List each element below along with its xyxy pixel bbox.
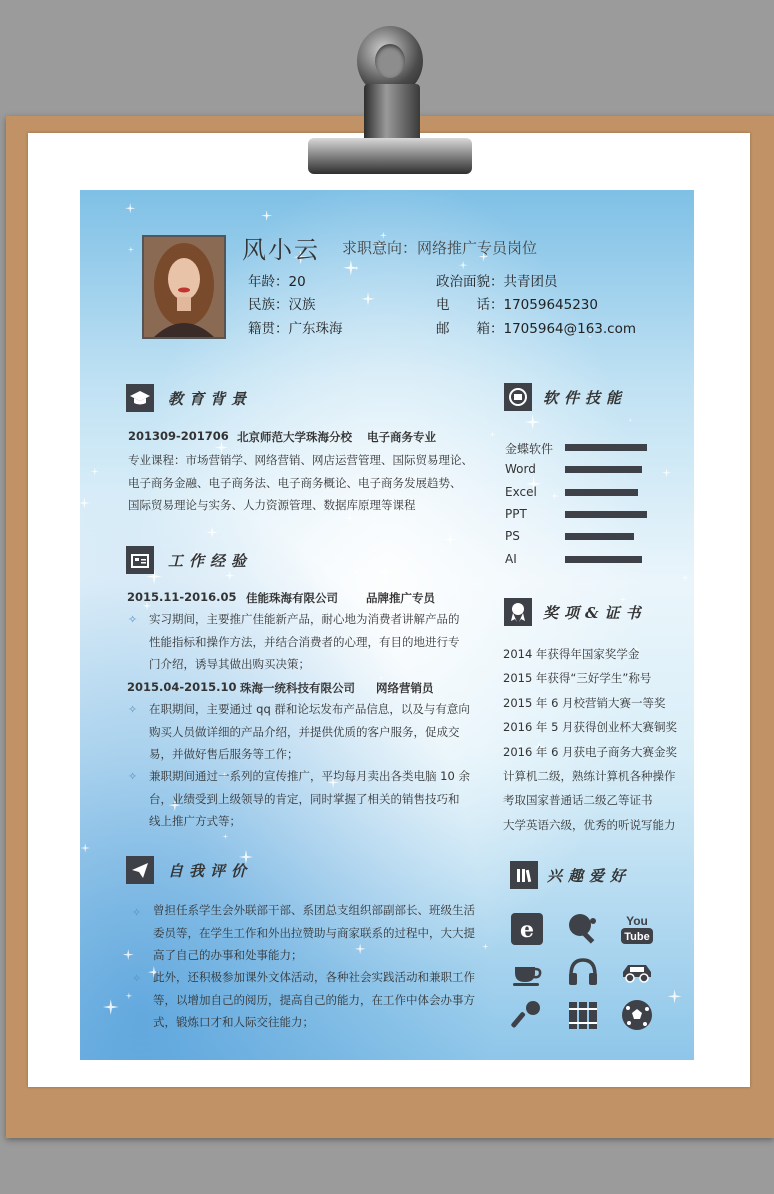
award-item: 2016 年 6 月获电子商务大赛金奖 [503, 744, 678, 759]
job1-period: 2015.11-2016.05 [127, 590, 237, 604]
skill-label: 金蝶软件 [505, 442, 554, 456]
clip-body [364, 84, 420, 146]
desc-line: 在职期间，主要通过 qq 群和论坛发布产品信息，以及与有意向 [149, 702, 470, 716]
skill-bar [565, 511, 647, 518]
clip-ring-hole [375, 44, 405, 78]
sparkle [667, 989, 681, 1003]
youtube-text-2: Tube [624, 931, 650, 943]
candidate-name: 风小云 [242, 236, 320, 264]
sparkle [125, 992, 132, 999]
sparkle [377, 565, 391, 579]
medal-icon [504, 598, 532, 626]
age: 年龄：20 [248, 274, 306, 290]
soccer-icon [620, 998, 654, 1032]
pingpong-icon [566, 912, 600, 946]
microphone-icon [510, 998, 544, 1032]
nation: 民族：汉族 [248, 297, 316, 313]
desc-line: 高了自己的办事和处事能力； [153, 948, 303, 962]
skill-label: AI [505, 551, 517, 566]
paper-plane-icon [126, 856, 154, 884]
skill-bar [565, 466, 642, 473]
skill-label: PS [505, 529, 520, 544]
skill-label: Word [505, 462, 536, 477]
skill-bar [565, 489, 638, 496]
edu-school: 北京师范大学珠海分校 [237, 430, 352, 444]
sparkle [459, 261, 468, 270]
skill-label: Excel [505, 484, 537, 499]
sparkle [206, 526, 218, 538]
sparkle [125, 203, 135, 213]
sparkle [550, 492, 558, 500]
ie-icon [510, 912, 544, 946]
job1-desc [149, 608, 460, 676]
sparkle [223, 834, 229, 840]
books-section-icon [510, 861, 538, 889]
coffee-icon [510, 955, 544, 989]
job2-desc-1 [149, 698, 470, 766]
graduation-cap-icon [126, 384, 154, 412]
course-line: 专业课程：市场营销学、网络营销、网店运营管理、国际贸易理论、 [128, 453, 473, 467]
course-line: 国际贸易理论与实务、人力资源管理、数据库原理等课程 [128, 498, 416, 512]
skill-label: PPT [505, 506, 527, 521]
bullet-icon: ✧ [128, 613, 138, 626]
briefcase-icon [126, 546, 154, 574]
self-title: 自我评价 [168, 862, 253, 880]
desc-line: 兼职期间通过一系列的宣传推广，平均每月卖出各类电脑 10 余 [149, 769, 470, 783]
skill-bar [565, 533, 634, 540]
sparkle [261, 210, 272, 221]
sparkle [353, 569, 360, 576]
award-item: 2015 年获得“三好学生”称号 [503, 671, 652, 686]
job1-role: 品牌推广专员 [366, 591, 435, 605]
sparkle [628, 418, 632, 422]
job2-company: 珠海一统科技有限公司 [240, 681, 355, 695]
svg-text:e: e [520, 917, 534, 943]
youtube-text-1: You [626, 914, 648, 928]
education-title: 教育背景 [168, 390, 253, 408]
desc-line: 购买人员做详细的产品介绍，并提供优质的客户服务，促成交 [149, 724, 460, 739]
sparkle [662, 468, 671, 477]
software-icon [504, 383, 532, 411]
award-item: 2016 年 5 月获得创业杯大赛铜奖 [503, 720, 678, 735]
hobbies-title: 兴趣爱好 [547, 867, 632, 885]
sparkle [682, 574, 689, 581]
bullet-icon: ✧ [132, 972, 142, 985]
bullet-icon: ✧ [132, 906, 142, 919]
desc-line: 式，锻炼口才和人际交往能力； [153, 1015, 314, 1029]
sparkle [80, 497, 90, 508]
email: 邮 箱：1705964@163.com [436, 321, 637, 337]
work-title: 工作经验 [168, 552, 253, 570]
desc-line: 实习期间，主要推广佳能新产品，耐心地为消费者讲解产品的 [149, 612, 460, 626]
desc-line: 曾担任系学生会外联部干部、系团总支组织部副部长、班级生活 [153, 903, 475, 917]
skill-bar [565, 556, 642, 563]
edu-period: 201309-201706 [128, 429, 229, 443]
award-item: 计算机二级，熟练计算机各种操作 [503, 769, 676, 783]
skills-title: 软件技能 [543, 389, 628, 407]
sparkle [123, 949, 134, 960]
sparkle [128, 246, 134, 252]
award-item: 考取国家普通话二级乙等证书 [503, 793, 653, 808]
job2-desc-2 [149, 765, 470, 833]
youtube-icon [620, 912, 654, 946]
sparkle [525, 414, 540, 429]
headphones-icon [566, 955, 600, 989]
books-icon [566, 998, 600, 1032]
native-place: 籍贯：广东珠海 [248, 321, 343, 337]
job1-company: 佳能珠海有限公司 [246, 591, 338, 605]
job2-role: 网络营销员 [376, 681, 434, 695]
desc-line: 线上推广方式等； [149, 814, 241, 828]
desc-line: 台，业绩受到上级领导的肯定，同时掌握了相关的销售技巧和 [149, 791, 460, 806]
politics: 政治面貌：共青团员 [436, 274, 558, 290]
resume [80, 190, 694, 1060]
sparkle [343, 260, 359, 276]
edu-major: 电子商务专业 [367, 430, 436, 444]
awards-title: 奖项&证书 [543, 604, 647, 622]
desc-line: 委员等，在学生工作和外出拉赞助与商家联系的过程中，大大提 [153, 925, 475, 940]
sparkle [225, 571, 235, 581]
phone: 电 话：17059645230 [436, 297, 598, 313]
award-item: 大学英语六级，优秀的听说写能力 [503, 817, 676, 832]
bullet-icon: ✧ [128, 703, 138, 716]
clip-base [308, 138, 472, 174]
sparkle [444, 533, 457, 546]
job2-period: 2015.04-2015.10 [127, 680, 237, 694]
job-intent: 求职意向：网络推广专员岗位 [342, 239, 538, 257]
sparkle [482, 943, 489, 950]
award-item: 2015 年 6 月校营销大赛一等奖 [503, 695, 666, 710]
desc-line: 此外，还积极参加课外文体活动，各种社会实践活动和兼职工作 [153, 970, 475, 984]
bullet-icon: ✧ [128, 770, 138, 783]
self-desc-1 [153, 899, 475, 967]
edu-courses [128, 449, 473, 517]
award-item: 2014 年获得年国家奖学金 [503, 647, 640, 661]
car-icon [620, 955, 654, 989]
sparkle [490, 431, 496, 437]
profile-photo [142, 235, 226, 339]
desc-line: 等，以增加自己的阅历，提高自己的能力，在工作中体会办事方 [153, 992, 475, 1007]
sparkle [103, 999, 119, 1015]
self-desc-2 [153, 966, 475, 1034]
desc-line: 易，并做好售后服务等工作； [149, 747, 299, 761]
skill-bar [565, 444, 647, 451]
sparkle [361, 292, 375, 306]
desc-line: 门介绍，诱导其做出购买决策； [149, 657, 310, 671]
course-line: 电子商务金融、电子商务法、电子商务概论、电子商务发展趋势、 [128, 475, 462, 490]
sparkle [80, 843, 89, 852]
desc-line: 性能指标和操作方法，并结合消费者的心理，有目的地进行专 [149, 634, 460, 649]
sparkle [91, 467, 99, 475]
